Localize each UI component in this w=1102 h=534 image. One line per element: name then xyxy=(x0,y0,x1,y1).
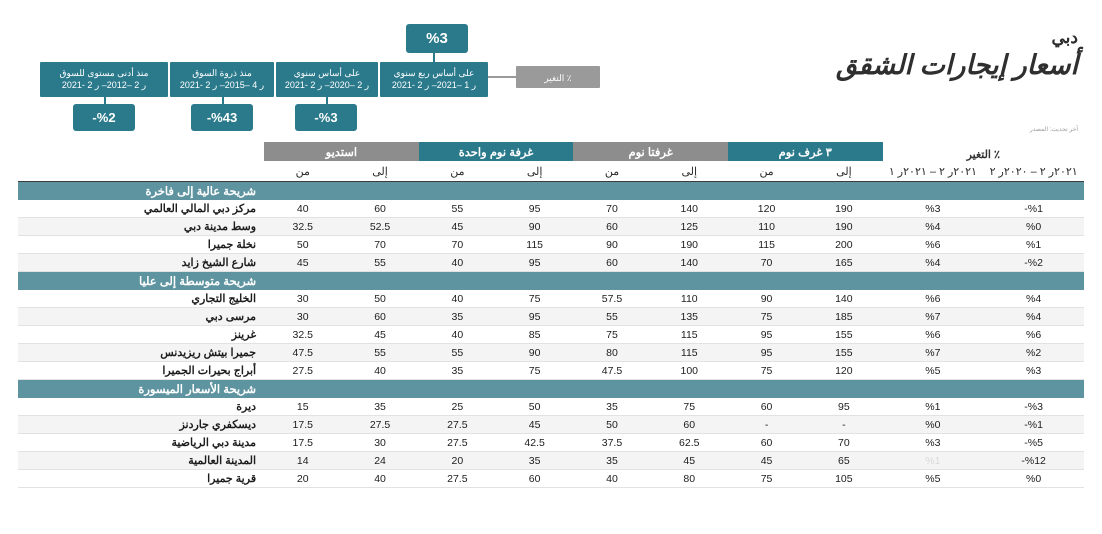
table-section-band xyxy=(18,182,1084,201)
cell-two-bed-from: 35 xyxy=(573,398,650,416)
table-section-band xyxy=(18,380,1084,399)
table-row xyxy=(18,236,1084,254)
cell-area-name: وسط مدينة دبي xyxy=(18,218,264,236)
cell-three-bed-to: 165 xyxy=(805,254,882,272)
cell-yoy-change: %1- xyxy=(983,416,1084,434)
table-section-title: شريحة الأسعار الميسورة xyxy=(18,380,264,399)
cell-studio-from: 14 xyxy=(264,452,341,470)
cell-two-bed-from: 50 xyxy=(573,416,650,434)
cell-two-bed-to: 62.5 xyxy=(651,434,728,452)
cell-three-bed-to: 155 xyxy=(805,344,882,362)
cell-three-bed-from: 120 xyxy=(728,200,805,218)
cell-three-bed-from: 75 xyxy=(728,470,805,488)
cell-one-bed-from: 45 xyxy=(419,218,496,236)
cell-studio-from: 17.5 xyxy=(264,416,341,434)
timeline-yoy-stem xyxy=(326,94,328,104)
timeline-item-since-peak-value: %43- xyxy=(191,104,253,131)
timeline-item-since-peak-label xyxy=(170,62,274,97)
cell-qoq-change: %6 xyxy=(883,326,984,344)
cell-one-bed-to: 45 xyxy=(496,416,573,434)
timeline-item-yoy-value: %3- xyxy=(295,104,357,131)
table-row xyxy=(18,416,1084,434)
group-header-area xyxy=(18,142,264,161)
table-group-header-row xyxy=(18,142,1084,161)
cell-one-bed-from: 27.5 xyxy=(419,434,496,452)
table-section-band-spacer xyxy=(264,380,1084,399)
cell-three-bed-from: 90 xyxy=(728,290,805,308)
cell-two-bed-to: 115 xyxy=(651,326,728,344)
table-row xyxy=(18,290,1084,308)
cell-one-bed-to: 95 xyxy=(496,308,573,326)
table-row xyxy=(18,362,1084,380)
sub-header-area xyxy=(18,161,264,182)
cell-yoy-change: %1 xyxy=(983,236,1084,254)
cell-qoq-change: %5 xyxy=(883,470,984,488)
cell-area-name: ديسكفري جاردنز xyxy=(18,416,264,434)
cell-one-bed-to: 90 xyxy=(496,344,573,362)
cell-one-bed-from: 27.5 xyxy=(419,470,496,488)
timeline-item-yoy-label xyxy=(276,62,378,97)
cell-one-bed-from: 25 xyxy=(419,398,496,416)
cell-three-bed-to: 200 xyxy=(805,236,882,254)
sub-header-studio-to: إلى xyxy=(341,161,418,182)
cell-one-bed-from: 40 xyxy=(419,290,496,308)
cell-yoy-change: %0 xyxy=(983,218,1084,236)
cell-studio-from: 32.5 xyxy=(264,326,341,344)
cell-two-bed-from: 70 xyxy=(573,200,650,218)
cell-studio-from: 32.5 xyxy=(264,218,341,236)
cell-one-bed-to: 95 xyxy=(496,200,573,218)
cell-two-bed-to: 80 xyxy=(651,470,728,488)
cell-two-bed-to: 125 xyxy=(651,218,728,236)
cell-qoq-change: %1 xyxy=(883,452,984,470)
sub-header-yoy: ٢٠٢١ر ٢ – ٢٠٢٠ر ٢ xyxy=(983,161,1084,182)
cell-area-name: ديرة xyxy=(18,398,264,416)
cell-three-bed-from: 60 xyxy=(728,434,805,452)
cell-studio-to: 50 xyxy=(341,290,418,308)
title-block xyxy=(836,28,1078,81)
cell-studio-from: 40 xyxy=(264,200,341,218)
cell-area-name: المدينة العالمية xyxy=(18,452,264,470)
group-header-two-bed: غرفتا نوم xyxy=(573,142,728,161)
cell-three-bed-to: 190 xyxy=(805,200,882,218)
timeline-item-since-peak-line2: ر 4 –2015– ر 2 -2021 xyxy=(179,80,265,91)
cell-studio-to: 45 xyxy=(341,326,418,344)
cell-qoq-change: %6 xyxy=(883,236,984,254)
sub-header-2bed-from: من xyxy=(573,161,650,182)
cell-one-bed-from: 35 xyxy=(419,308,496,326)
cell-qoq-change: %5 xyxy=(883,362,984,380)
page-header xyxy=(0,0,1102,140)
cell-three-bed-to: 95 xyxy=(805,398,882,416)
cell-yoy-change: %6 xyxy=(983,326,1084,344)
cell-qoq-change: %7 xyxy=(883,344,984,362)
cell-area-name: شارع الشيخ زايد xyxy=(18,254,264,272)
cell-area-name: مدينة دبي الرياضية xyxy=(18,434,264,452)
rent-table-container xyxy=(18,142,1084,488)
table-section-band-spacer xyxy=(264,272,1084,291)
cell-studio-to: 40 xyxy=(341,362,418,380)
timeline-since-trough-stem xyxy=(104,94,106,104)
table-sub-header-row xyxy=(18,161,1084,182)
cell-studio-to: 60 xyxy=(341,200,418,218)
cell-three-bed-to: - xyxy=(805,416,882,434)
cell-one-bed-from: 35 xyxy=(419,362,496,380)
cell-three-bed-from: 95 xyxy=(728,344,805,362)
table-row xyxy=(18,434,1084,452)
cell-two-bed-from: 55 xyxy=(573,308,650,326)
table-row xyxy=(18,470,1084,488)
cell-yoy-change: %5- xyxy=(983,434,1084,452)
cell-area-name: غرينز xyxy=(18,326,264,344)
cell-studio-from: 20 xyxy=(264,470,341,488)
cell-area-name: مركز دبي المالي العالمي xyxy=(18,200,264,218)
timeline-since-peak-stem xyxy=(222,94,224,104)
cell-two-bed-to: 190 xyxy=(651,236,728,254)
page-title: أسعار إيجارات الشقق xyxy=(835,50,1078,80)
cell-yoy-change: %4 xyxy=(983,308,1084,326)
cell-two-bed-to: 115 xyxy=(651,344,728,362)
cell-one-bed-to: 115 xyxy=(496,236,573,254)
cell-one-bed-to: 35 xyxy=(496,452,573,470)
sub-header-1bed-from: من xyxy=(419,161,496,182)
cell-three-bed-from: 75 xyxy=(728,362,805,380)
cell-yoy-change: %3 xyxy=(983,362,1084,380)
cell-qoq-change: %1 xyxy=(883,398,984,416)
cell-two-bed-from: 80 xyxy=(573,344,650,362)
sub-header-2bed-to: إلى xyxy=(651,161,728,182)
change-timeline xyxy=(18,18,618,138)
cell-area-name: مرسى دبي xyxy=(18,308,264,326)
cell-studio-from: 50 xyxy=(264,236,341,254)
table-row xyxy=(18,344,1084,362)
group-header-three-bed: ٣ غرف نوم xyxy=(728,142,883,161)
table-body xyxy=(18,182,1084,488)
cell-studio-from: 30 xyxy=(264,308,341,326)
cell-area-name: نخلة جميرا xyxy=(18,236,264,254)
cell-studio-from: 47.5 xyxy=(264,344,341,362)
cell-two-bed-to: 45 xyxy=(651,452,728,470)
cell-studio-to: 55 xyxy=(341,344,418,362)
timeline-item-qoq-line2: ر 1 –2021– ر 2 -2021 xyxy=(391,80,477,91)
table-row xyxy=(18,326,1084,344)
cell-studio-to: 70 xyxy=(341,236,418,254)
cell-one-bed-to: 60 xyxy=(496,470,573,488)
cell-two-bed-to: 140 xyxy=(651,254,728,272)
cell-one-bed-from: 55 xyxy=(419,344,496,362)
cell-two-bed-to: 100 xyxy=(651,362,728,380)
cell-studio-to: 55 xyxy=(341,254,418,272)
cell-one-bed-to: 85 xyxy=(496,326,573,344)
cell-three-bed-to: 70 xyxy=(805,434,882,452)
timeline-item-yoy-line1: على أساس سنوي xyxy=(293,68,361,78)
timeline-item-since-trough-line2: ر 2 –2012– ر 2 -2021 xyxy=(61,80,147,91)
cell-studio-from: 27.5 xyxy=(264,362,341,380)
group-header-studio: استديو xyxy=(264,142,419,161)
cell-two-bed-from: 60 xyxy=(573,218,650,236)
cell-two-bed-to: 135 xyxy=(651,308,728,326)
cell-two-bed-to: 60 xyxy=(651,416,728,434)
cell-qoq-change: %6 xyxy=(883,290,984,308)
cell-qoq-change: %3 xyxy=(883,434,984,452)
cell-studio-from: 30 xyxy=(264,290,341,308)
cell-two-bed-from: 90 xyxy=(573,236,650,254)
sub-header-3bed-to: إلى xyxy=(805,161,882,182)
cell-studio-from: 17.5 xyxy=(264,434,341,452)
table-section-band-spacer xyxy=(264,182,1084,201)
table-section-band xyxy=(18,272,1084,291)
cell-two-bed-from: 57.5 xyxy=(573,290,650,308)
group-header-change: ٪ التغير xyxy=(966,149,1000,161)
cell-area-name: الخليج التجاري xyxy=(18,290,264,308)
cell-one-bed-from: 40 xyxy=(419,326,496,344)
cell-yoy-change: %0 xyxy=(983,470,1084,488)
cell-studio-to: 24 xyxy=(341,452,418,470)
table-section-title: شريحة عالية إلى فاخرة xyxy=(18,182,264,201)
table-row xyxy=(18,200,1084,218)
sub-header-3bed-from: من xyxy=(728,161,805,182)
cell-three-bed-from: 60 xyxy=(728,398,805,416)
cell-three-bed-to: 155 xyxy=(805,326,882,344)
cell-studio-from: 45 xyxy=(264,254,341,272)
cell-three-bed-to: 140 xyxy=(805,290,882,308)
table-row xyxy=(18,398,1084,416)
cell-qoq-change: %3 xyxy=(883,200,984,218)
cell-one-bed-from: 70 xyxy=(419,236,496,254)
cell-one-bed-to: 95 xyxy=(496,254,573,272)
sub-header-1bed-to: إلى xyxy=(496,161,573,182)
cell-three-bed-to: 185 xyxy=(805,308,882,326)
cell-area-name: أبراج بحيرات الجميرا xyxy=(18,362,264,380)
cell-area-name: قرية جميرا xyxy=(18,470,264,488)
table-section-title: شريحة متوسطة إلى عليا xyxy=(18,272,264,291)
cell-qoq-change: %7 xyxy=(883,308,984,326)
cell-two-bed-from: 40 xyxy=(573,470,650,488)
cell-studio-from: 15 xyxy=(264,398,341,416)
cell-two-bed-to: 75 xyxy=(651,398,728,416)
table-row xyxy=(18,308,1084,326)
cell-three-bed-from: 110 xyxy=(728,218,805,236)
cell-studio-to: 52.5 xyxy=(341,218,418,236)
cell-yoy-change: %1- xyxy=(983,200,1084,218)
cell-qoq-change: %0 xyxy=(883,416,984,434)
timeline-item-since-trough-label xyxy=(40,62,168,97)
cell-three-bed-from: 70 xyxy=(728,254,805,272)
cell-one-bed-to: 42.5 xyxy=(496,434,573,452)
timeline-change-label: ٪ التغير xyxy=(516,66,600,88)
cell-three-bed-from: 95 xyxy=(728,326,805,344)
cell-three-bed-to: 190 xyxy=(805,218,882,236)
page-subtitle-city: دبي xyxy=(1051,28,1078,47)
rent-table xyxy=(18,142,1084,488)
cell-one-bed-from: 27.5 xyxy=(419,416,496,434)
cell-one-bed-to: 75 xyxy=(496,362,573,380)
cell-three-bed-to: 105 xyxy=(805,470,882,488)
cell-two-bed-to: 110 xyxy=(651,290,728,308)
cell-two-bed-to: 140 xyxy=(651,200,728,218)
cell-studio-to: 30 xyxy=(341,434,418,452)
cell-one-bed-from: 40 xyxy=(419,254,496,272)
cell-one-bed-from: 20 xyxy=(419,452,496,470)
cell-yoy-change: %2 xyxy=(983,344,1084,362)
cell-qoq-change: %4 xyxy=(883,254,984,272)
cell-area-name: جميرا بيتش ريزيدنس xyxy=(18,344,264,362)
cell-two-bed-from: 60 xyxy=(573,254,650,272)
timeline-item-since-trough-value: %2- xyxy=(73,104,135,131)
cell-one-bed-from: 55 xyxy=(419,200,496,218)
cell-qoq-change: %4 xyxy=(883,218,984,236)
cell-two-bed-from: 35 xyxy=(573,452,650,470)
cell-three-bed-to: 120 xyxy=(805,362,882,380)
cell-studio-to: 60 xyxy=(341,308,418,326)
cell-two-bed-from: 47.5 xyxy=(573,362,650,380)
timeline-item-qoq-label xyxy=(380,62,488,97)
table-row xyxy=(18,218,1084,236)
cell-one-bed-to: 90 xyxy=(496,218,573,236)
cell-yoy-change: %2- xyxy=(983,254,1084,272)
table-row xyxy=(18,254,1084,272)
cell-three-bed-from: - xyxy=(728,416,805,434)
sub-header-studio-from: من xyxy=(264,161,341,182)
group-header-one-bed: غرفة نوم واحدة xyxy=(419,142,574,161)
cell-studio-to: 27.5 xyxy=(341,416,418,434)
cell-yoy-change: %12- xyxy=(983,452,1084,470)
cell-three-bed-from: 45 xyxy=(728,452,805,470)
timeline-item-since-trough-line1: منذ أدنى مستوى للسوق xyxy=(59,68,149,78)
cell-studio-to: 35 xyxy=(341,398,418,416)
cell-yoy-change: %3- xyxy=(983,398,1084,416)
table-row xyxy=(18,452,1084,470)
timeline-item-qoq-value: %3 xyxy=(406,24,468,53)
timeline-item-yoy-line2: ر 2 –2020– ر 2 -2021 xyxy=(284,80,370,91)
cell-one-bed-to: 75 xyxy=(496,290,573,308)
cell-yoy-change: %4 xyxy=(983,290,1084,308)
timeline-item-qoq-line1: على أساس ربع سنوي xyxy=(393,68,475,78)
cell-studio-to: 40 xyxy=(341,470,418,488)
cell-two-bed-from: 75 xyxy=(573,326,650,344)
sub-header-qoq: ٢٠٢١ر ٢ – ٢٠٢١ر ١ xyxy=(883,161,984,182)
cell-three-bed-from: 115 xyxy=(728,236,805,254)
timeline-connector-gray xyxy=(488,76,518,78)
cell-two-bed-from: 37.5 xyxy=(573,434,650,452)
timeline-item-since-peak-line1: منذ ذروة السوق xyxy=(192,68,252,78)
corner-note: آخر تحديث: المصدر xyxy=(1029,127,1078,133)
cell-three-bed-from: 75 xyxy=(728,308,805,326)
cell-three-bed-to: 65 xyxy=(805,452,882,470)
cell-one-bed-to: 50 xyxy=(496,398,573,416)
